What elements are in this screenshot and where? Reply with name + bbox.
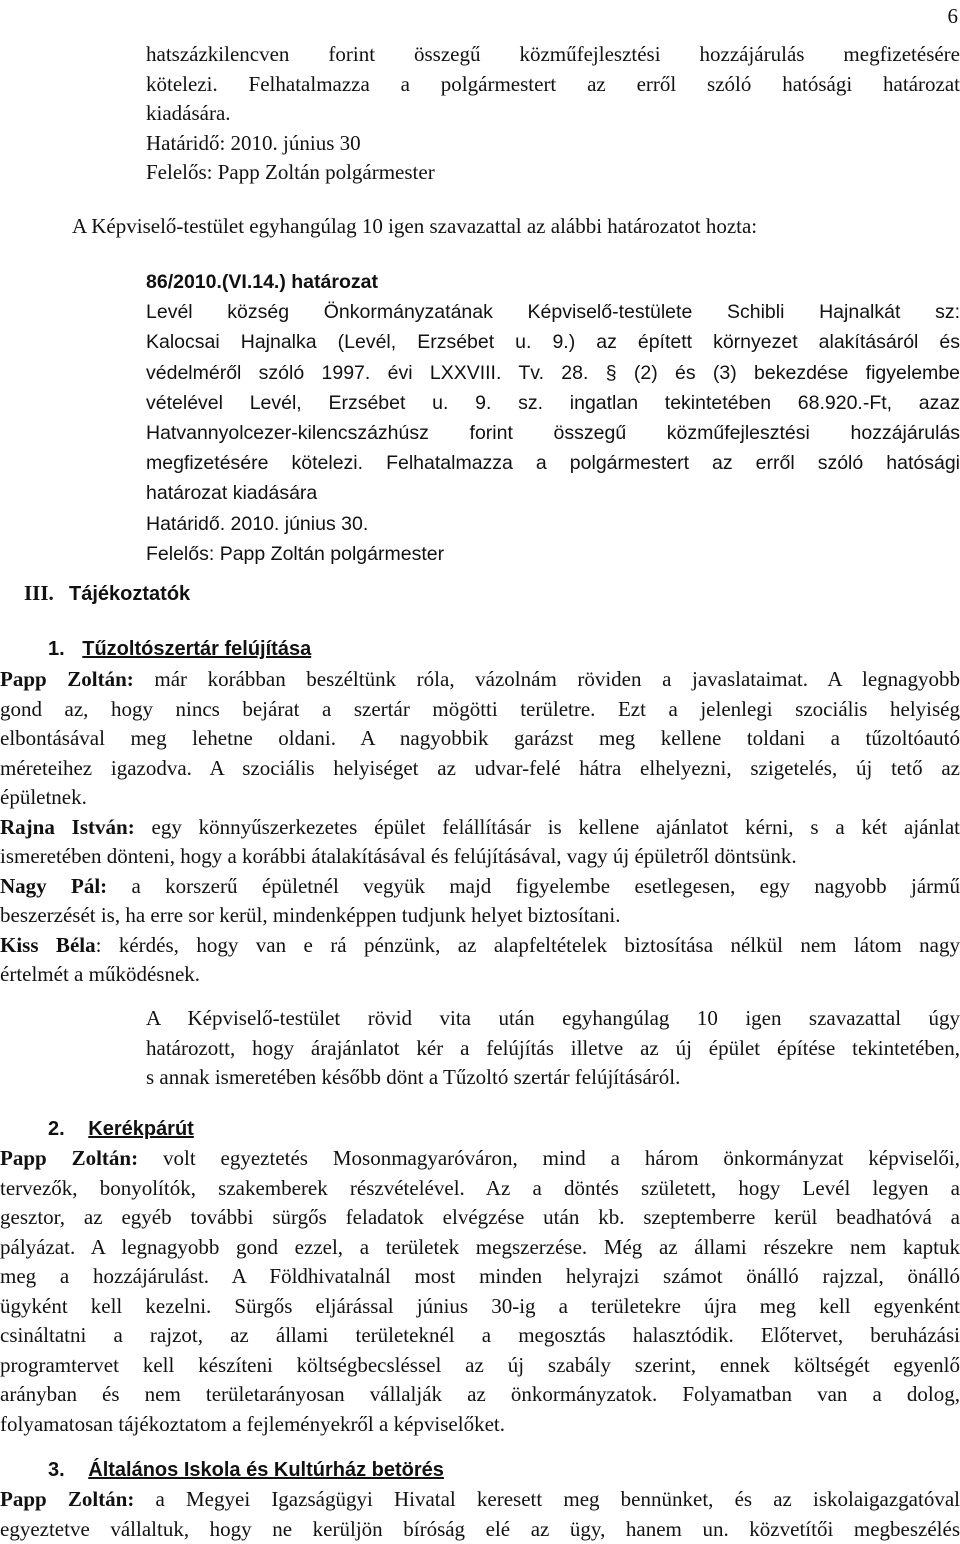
item-number: 2. (48, 1118, 65, 1140)
item-heading (48, 1455, 444, 1485)
text-line: egyeztetve vállaltuk, hogy ne kerüljön bíróság elé az ügy, hanem un. közvetítői megbeszélés (0, 1515, 960, 1544)
text-segment: a korszerű épületnél vegyük majd figyelembe esetlegesen, egy nagyobb jármű (107, 874, 960, 898)
text-line: tervezők, bonyolítók, szakemberek részvételével. Az a döntés született, hogy Levél legyen a (0, 1174, 960, 1204)
resolution-block (146, 267, 960, 569)
text-line: csináltatni a rajzot, az állami területeknél a megosztás halasztódik. Előtervet, beruházási (0, 1321, 960, 1351)
text-line: elbontásával meg lehetne oldani. A nagyobbik garázst meg kellene toldani a tűzoltóautó (0, 724, 960, 754)
text-line (0, 872, 960, 902)
text-line (0, 1485, 960, 1515)
text-line: határozott, hogy árajánlatot kér a felújítás illetve az új épület építése tekintetében, (146, 1034, 960, 1064)
text-line (0, 931, 960, 961)
item-title: Általános Iskola és Kultúrház betörés (88, 1459, 444, 1481)
text-line: folyamatosan tájékoztatom a fejleményekről a képviselőket. (0, 1410, 960, 1440)
text-line: Hatvannyolcezer-kilencszázhúsz forint összegű közműfejlesztési hozzájárulás (146, 418, 960, 448)
text-line: beszerzését is, ha erre sor kerül, mindenképpen tudjunk helyet biztosítani. (0, 901, 960, 931)
text-line: meg a hozzájárulást. A Földhivatalnál most minden helyrajzi számot önálló rajzzal, önálló (0, 1262, 960, 1292)
text-line (0, 813, 960, 843)
text-line: méreteihez igazodva. A szociális helyiséget az udvar-felé hátra elhelyezni, szigetelés, új tető az (0, 754, 960, 784)
text-line (0, 1144, 960, 1174)
text-line: ügyként kell kezelni. Sürgős eljárással június 30-ig a területekre újra meg kell egyenként (0, 1292, 960, 1322)
text-line: határozat kiadására (146, 478, 960, 508)
text-segment: a Megyei Igazságügyi Hivatal keresett meg bennünket, és az iskolaigazgatóval (134, 1487, 960, 1511)
item1-decision (146, 1004, 960, 1093)
text-line: kötelezi. Felhatalmazza a polgármestert az erről szóló hatósági határozat (146, 70, 960, 100)
deadline-line: Határidő. 2010. június 30. (146, 509, 960, 539)
resolution-title: 86/2010.(VI.14.) határozat (146, 267, 960, 297)
item-number: 1. (48, 638, 65, 660)
responsible-line: Felelős: Papp Zoltán polgármester (146, 539, 960, 569)
section-number: III. (24, 581, 54, 605)
text-segment: már korábban beszéltünk róla, vázolnám röviden a javaslataimat. A legnagyobb (134, 667, 960, 691)
text-line: hatszázkilencven forint összegű közműfejlesztési hozzájárulás megfizetésére (146, 40, 960, 70)
speaker-name: Papp Zoltán: (0, 1487, 134, 1511)
vote-line (72, 212, 960, 242)
text-line: gond az, hogy nincs bejárat a szertár mögötti területre. Ezt a jelenlegi szociális helyiség (0, 695, 960, 725)
text-line: gesztor, az egyéb további sürgős feladatok elvégzése után kb. szeptemberre kerül beadhatóvá a (0, 1203, 960, 1233)
speaker-name: Kiss Béla (0, 933, 96, 957)
text-line: Kalocsai Hajnalka (Levél, Erzsébet u. 9.) az épített környezet alakításáról és (146, 327, 960, 357)
vote-text: A Képviselő-testület egyhangúlag 10 igen szavazattal az alábbi határozatot hozta: (72, 212, 960, 242)
speaker-name: Papp Zoltán: (0, 1146, 138, 1170)
text-line: ismeretében dönteni, hogy a korábbi átalakításával és felújításával, vagy új épületről döntsünk. (0, 842, 960, 872)
item-number: 3. (48, 1459, 65, 1481)
text-line: pályázat. A legnagyobb gond ezzel, a területek megszerzése. Még az állami részekre nem kaptuk (0, 1233, 960, 1263)
item-heading (48, 1114, 194, 1144)
text-line: programtervet kell készíteni költségbecsléssel az új szabály szerint, ennek költségét egyenlő (0, 1351, 960, 1381)
deadline-line: Határidő: 2010. június 30 (146, 129, 960, 159)
speaker-name: Nagy Pál: (0, 874, 107, 898)
text-line: arányban és nem területarányosan vállalják az önkormányzatok. Folyamatban van a dolog, (0, 1380, 960, 1410)
responsible-line: Felelős: Papp Zoltán polgármester (146, 158, 960, 188)
text-line: s annak ismeretében később dönt a Tűzoltó szertár felújításáról. (146, 1063, 960, 1093)
text-line: épületnek. (0, 783, 960, 813)
text-line: védelméről szóló 1997. évi LXXVIII. Tv. 28. § (2) és (3) bekezdése figyelembe (146, 358, 960, 388)
item1-discussion (0, 665, 960, 990)
page-number: 6 (948, 4, 959, 29)
text-line (0, 665, 960, 695)
item3-discussion (0, 1485, 960, 1544)
section-heading (24, 578, 190, 609)
text-line: megfizetésére kötelezi. Felhatalmazza a polgármestert az erről szóló hatósági (146, 448, 960, 478)
intro-block (146, 40, 960, 188)
section-title: Tájékoztatók (69, 583, 190, 605)
item2-discussion (0, 1144, 960, 1439)
item-title: Tűzoltószertár felújítása (82, 638, 311, 660)
text-line: kiadására. (146, 99, 960, 129)
text-segment: egy könnyűszerkezetes épület felállításár is kellene ajánlatot kérni, s a két ajánlat (135, 815, 960, 839)
text-line: A Képviselő-testület rövid vita után egyhangúlag 10 igen szavazattal úgy (146, 1004, 960, 1034)
speaker-name: Papp Zoltán: (0, 667, 134, 691)
text-line: Levél község Önkormányzatának Képviselő-testülete Schibli Hajnalkát sz: (146, 297, 960, 327)
text-line: vételével Levél, Erzsébet u. 9. sz. ingatlan tekintetében 68.920.-Ft, azaz (146, 388, 960, 418)
item-heading (48, 634, 311, 664)
text-line: értelmét a működésnek. (0, 960, 960, 990)
speaker-name: Rajna István: (0, 815, 135, 839)
text-segment: : kérdés, hogy van e rá pénzünk, az alapfeltételek biztosítása nélkül nem látom nagy (96, 933, 960, 957)
text-segment: volt egyeztetés Mosonmagyaróváron, mind a három önkormányzat képviselői, (138, 1146, 960, 1170)
item-title: Kerékpárút (88, 1118, 194, 1140)
